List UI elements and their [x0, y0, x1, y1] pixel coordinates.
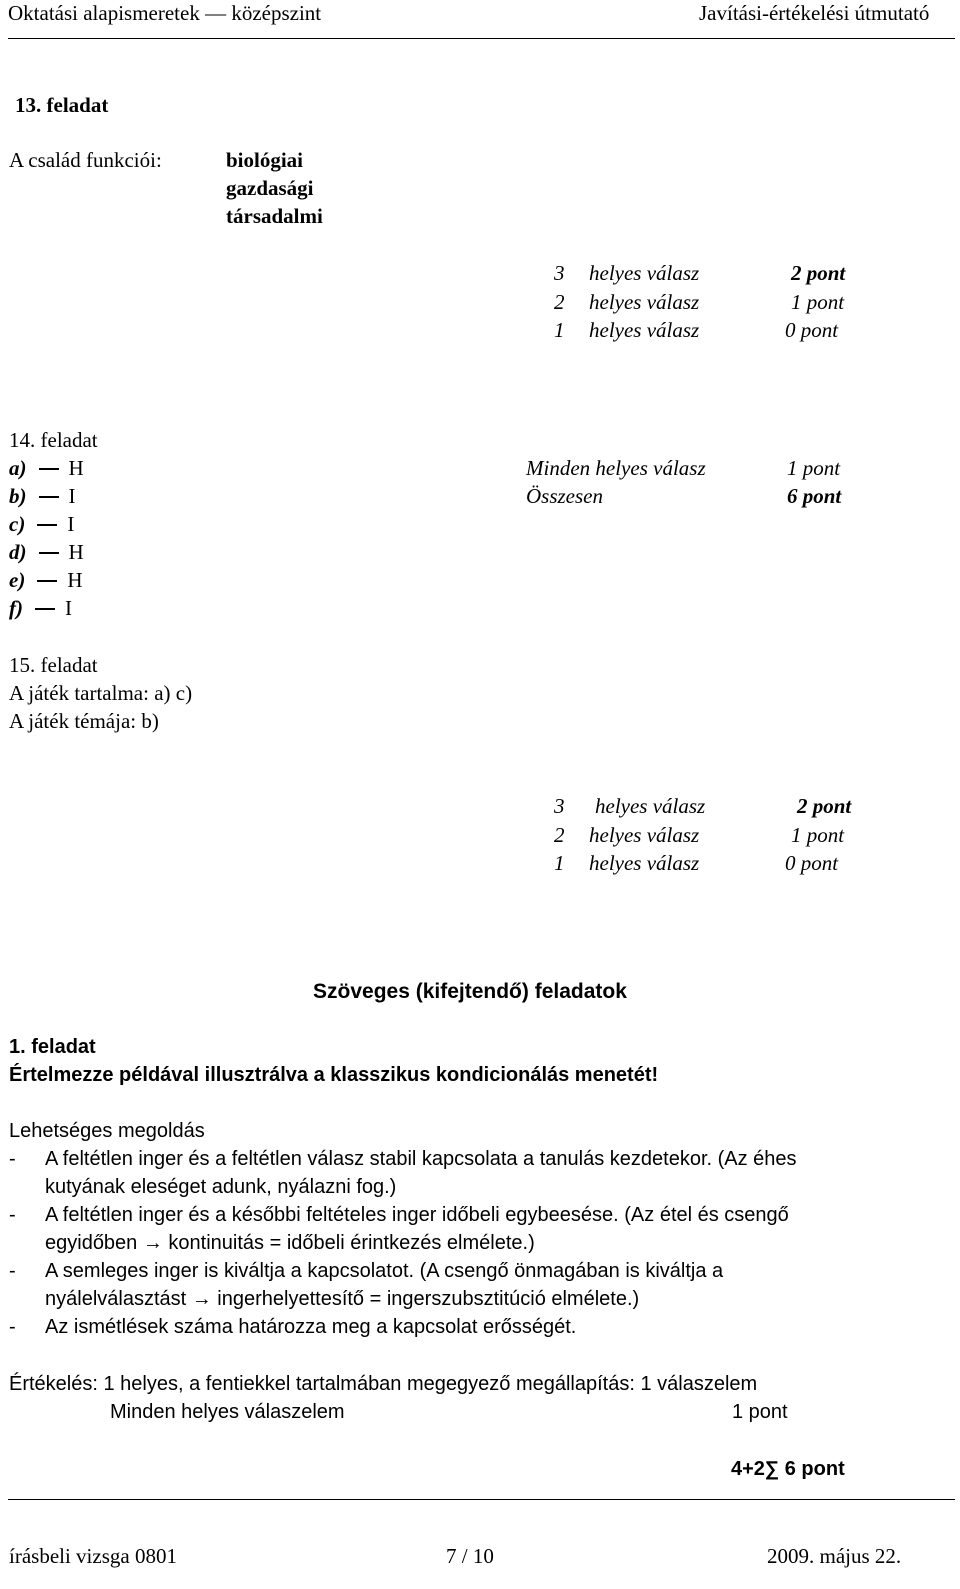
task14-title: 14. feladat [9, 428, 98, 452]
dash-icon [39, 496, 59, 498]
header-divider [8, 38, 955, 39]
task13-answer-1: biológiai [226, 148, 304, 172]
task15-score-text: helyes válasz [589, 851, 700, 875]
item-value: H [67, 568, 83, 592]
task13-score-n: 2 [554, 290, 565, 314]
bullet-dash: - [9, 1260, 16, 1282]
task15-score-points: 0 pont [785, 851, 839, 875]
item-letter: d) [9, 540, 27, 564]
task14-score-text: Minden helyes válasz [526, 456, 706, 480]
task15-score-text: helyes válasz [589, 823, 700, 847]
task13-title: 13. feladat [15, 93, 109, 117]
footer-date: 2009. május 22. [767, 1544, 902, 1568]
task15-score-points: 1 pont [791, 823, 845, 847]
item-letter: e) [9, 568, 26, 592]
dash-icon [37, 580, 57, 582]
evaluation-text: Értékelés: 1 helyes, a fentiekkel tartalmában megegyező megállapítás: 1 válaszelem [9, 1373, 758, 1395]
task14-item [9, 598, 72, 619]
dash-icon [35, 608, 55, 610]
dash-icon [39, 552, 59, 554]
bullet-line: nyálelválasztást → ingerhelyettesítő = ingerszubsztitúció elmélete.) [45, 1288, 640, 1310]
task14-score-text: Összesen [526, 484, 603, 508]
bullet-line: kutyának eleséget adunk, nyálazni fog.) [45, 1176, 397, 1198]
task15-title: 15. feladat [9, 653, 98, 677]
item-letter: c) [9, 512, 26, 536]
dash-icon [37, 524, 57, 526]
task14-item [9, 486, 76, 507]
item-letter: b) [9, 484, 27, 508]
item-value: H [68, 456, 84, 480]
dash-icon [39, 468, 59, 470]
task15-line: A játék tartalma: a) c) [9, 681, 193, 705]
task13-score-points: 1 pont [791, 290, 845, 314]
bullet-line: A feltétlen inger és a feltétlen válasz stabil kapcsolata a tanulás kezdetekor. (Az éhes [45, 1148, 797, 1170]
task14-item [9, 570, 83, 591]
bullet-dash: - [9, 1316, 16, 1338]
task13-score-n: 1 [554, 318, 565, 342]
footer-left: írásbeli vizsga 0801 [9, 1544, 177, 1568]
bullet-dash: - [9, 1204, 16, 1226]
bullet-line: egyidőben → kontinuitás = időbeli érintkezés elmélete.) [45, 1232, 535, 1254]
task13-score-points: 2 pont [791, 261, 846, 285]
task15-score-text: helyes válasz [595, 794, 706, 818]
task13-score-points: 0 pont [785, 318, 839, 342]
item-letter: a) [9, 456, 27, 480]
item-value: I [67, 512, 75, 536]
task13-answer-3: társadalmi [226, 204, 323, 228]
task14-score-points: 6 pont [787, 484, 842, 508]
task13-score-text: helyes válasz [589, 290, 700, 314]
task15-score-n: 2 [554, 823, 565, 847]
task13-score-text: helyes válasz [589, 318, 700, 342]
task15-score-n: 3 [554, 794, 565, 818]
task15-line: A játék témája: b) [9, 709, 159, 733]
item-value: H [68, 540, 84, 564]
task14-item [9, 514, 74, 535]
solution-label: Lehetséges megoldás [9, 1120, 205, 1142]
footer-divider [8, 1499, 955, 1500]
task14-item [9, 542, 84, 563]
bullet-line: Az ismétlések száma határozza meg a kapcsolat erősségét. [45, 1316, 577, 1338]
header-right: Javítási-értékelési útmutató [699, 1, 930, 25]
task13-answer-2: gazdasági [226, 176, 314, 200]
header-left: Oktatási alapismeretek — középszint [8, 1, 322, 25]
each-answer-points: 1 pont [732, 1401, 788, 1423]
item-value: I [68, 484, 76, 508]
task14-item [9, 458, 84, 479]
bullet-line: A feltétlen inger és a későbbi feltételes inger időbeli egybeesése. (Az étel és csengő [45, 1204, 789, 1226]
essay-question: Értelmezze példával illusztrálva a klasszikus kondicionálás menetét! [9, 1064, 659, 1086]
bullet-line: A semleges inger is kiváltja a kapcsolatot. (A csengő önmagában is kiváltja a [45, 1260, 724, 1282]
task13-score-n: 3 [554, 261, 565, 285]
footer-page: 7 / 10 [446, 1544, 494, 1568]
task14-score-points: 1 pont [787, 456, 841, 480]
task13-score-text: helyes válasz [589, 261, 700, 285]
item-value: I [65, 596, 72, 620]
task13-label: A család funkciói: [9, 148, 162, 172]
item-letter: f) [9, 596, 23, 620]
section-title: Szöveges (kifejtendő) feladatok [313, 980, 627, 1003]
task15-score-points: 2 pont [797, 794, 852, 818]
bullet-dash: - [9, 1148, 16, 1170]
task15-score-n: 1 [554, 851, 565, 875]
essay-task-title: 1. feladat [9, 1036, 96, 1058]
each-answer-label: Minden helyes válaszelem [110, 1401, 345, 1423]
total-points: 4+2∑ 6 pont [731, 1458, 845, 1480]
